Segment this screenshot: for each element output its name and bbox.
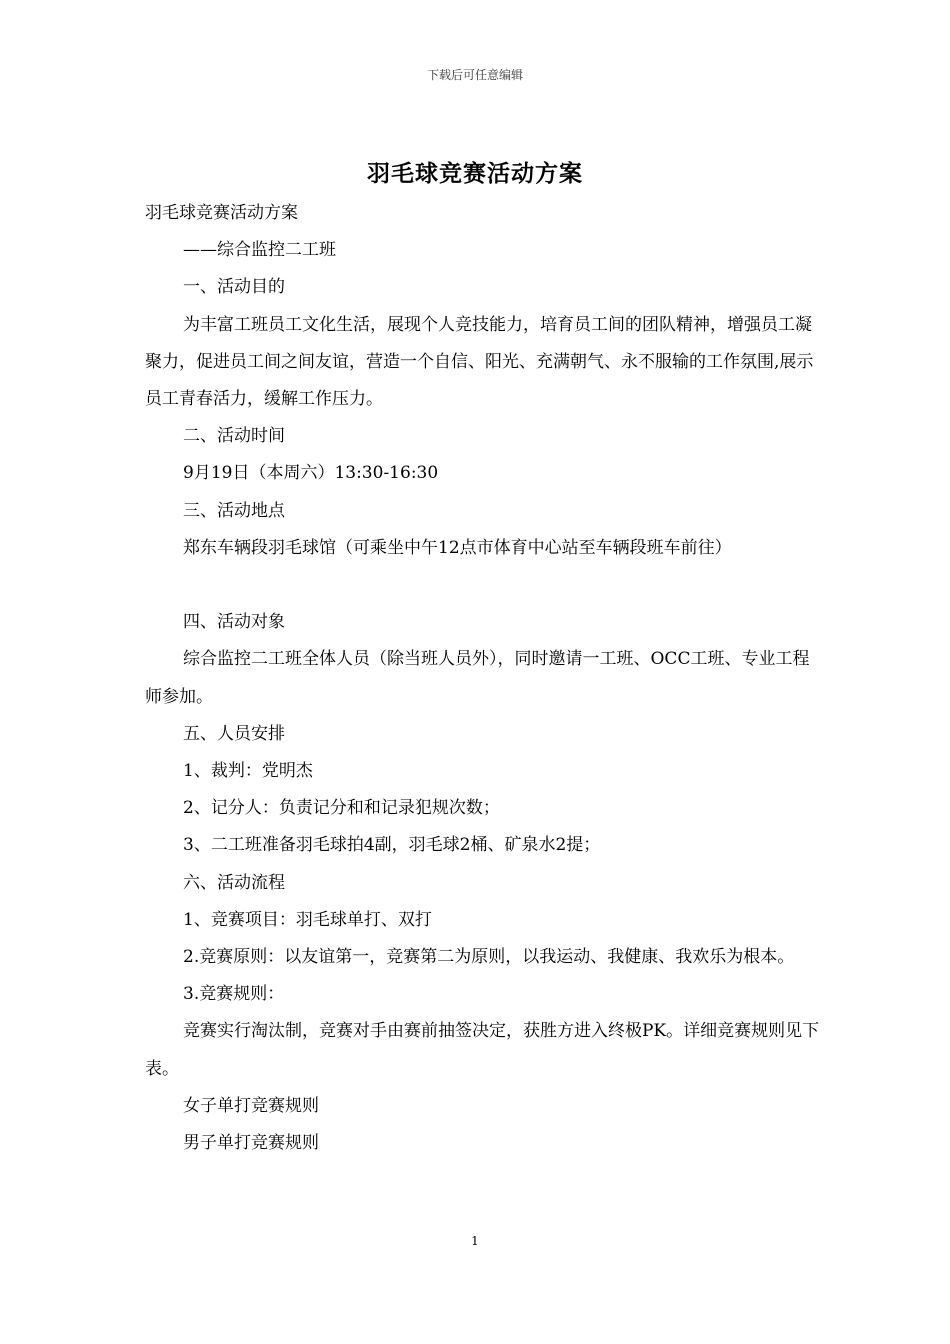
section-heading-time: 二、活动时间 [183, 426, 285, 447]
location-paragraph: 郑东车辆段羽毛球馆（可乘坐中午12点市体育中心站至车辆段班车前往） [183, 537, 732, 558]
header-note: 下载后可任意编辑 [426, 68, 523, 82]
team-line: ——综合监控二工班 [183, 240, 336, 261]
subtitle-line: 羽毛球竞赛活动方案 [145, 203, 298, 223]
section-heading-purpose: 一、活动目的 [183, 277, 285, 298]
section-heading-staff: 五、人员安排 [183, 723, 285, 744]
document-title: 羽毛球竞赛活动方案 [367, 160, 583, 187]
process-item-rules-heading: 3.竞赛规则： [183, 984, 285, 1005]
participants-paragraph: 综合监控二工班全体人员（除当班人员外），同时邀请一工班、OCC工班、专业工程师参加。 [145, 649, 810, 707]
process-item-events: 1、竞赛项目：羽毛球单打、双打 [183, 909, 432, 930]
purpose-paragraph: 为丰富工班员工文化生活，展现个人竞技能力，培育员工间的团队精神，增强员工凝聚力，促进员工间之间友谊，营造一个自信、阳光、充满朝气、永不服输的工作氛围,展示员工青春活力，缓解工作压力。 [145, 314, 814, 410]
time-paragraph: 9月19日（本周六）13:30-16:30 [183, 463, 439, 484]
rules-paragraph: 竞赛实行淘汰制，竞赛对手由赛前抽签决定，获胜方进入终极PK。详细竞赛规则见下表。 [145, 1021, 820, 1079]
blank-line [145, 567, 820, 604]
rules-men-singles: 男子单打竞赛规则 [183, 1133, 319, 1154]
staff-item-scorer: 2、记分人：负责记分和和记录犯规次数； [183, 798, 500, 819]
page-number: 1 [471, 1234, 479, 1248]
document-body [145, 195, 820, 1162]
section-heading-participants: 四、活动对象 [183, 612, 285, 633]
process-item-principle: 2.竞赛原则：以友谊第一，竞赛第二为原则，以我运动、我健康、我欢乐为根本。 [183, 947, 795, 968]
section-heading-location: 三、活动地点 [183, 500, 285, 521]
rules-women-singles: 女子单打竞赛规则 [183, 1095, 319, 1116]
staff-item-referee: 1、裁判：党明杰 [183, 761, 313, 782]
section-heading-process: 六、活动流程 [183, 872, 285, 893]
staff-item-equipment: 3、二工班准备羽毛球拍4副，羽毛球2桶、矿泉水2提； [183, 835, 601, 856]
